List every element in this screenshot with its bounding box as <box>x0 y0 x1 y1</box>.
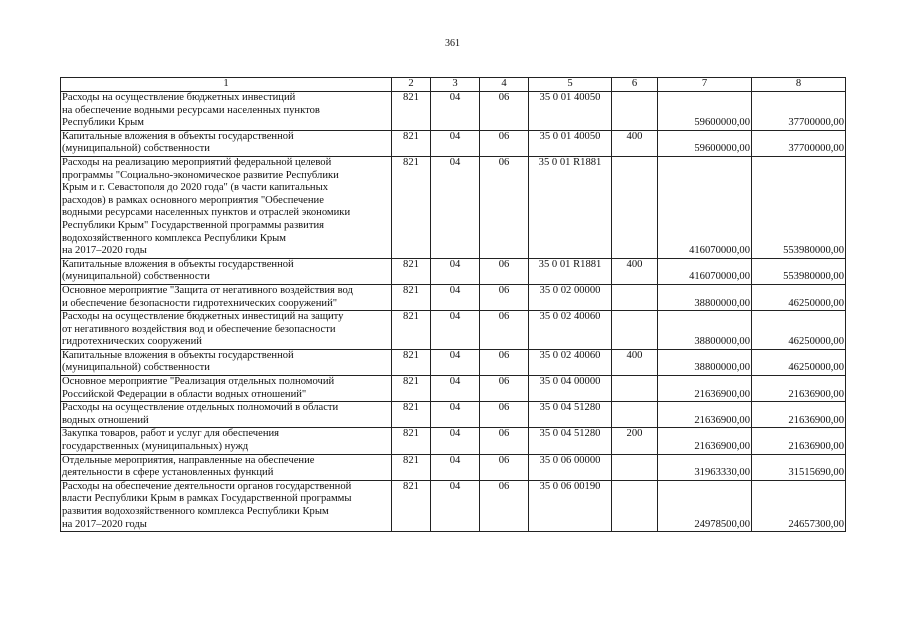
target-code-cell: 35 0 01 R1881 <box>529 156 612 258</box>
amount-cell-8: 31515690,00 <box>752 454 846 480</box>
admin-code-cell: 821 <box>392 284 431 310</box>
section-code-cell: 04 <box>431 376 480 402</box>
expense-name-line: Основное мероприятие "Защита от негативного воздействия вод <box>62 284 353 296</box>
expense-name-cell <box>61 284 392 310</box>
subsection-code-cell: 06 <box>480 428 529 454</box>
amount-cell-7: 38800000,00 <box>658 284 752 310</box>
amount-cell-7: 38800000,00 <box>658 311 752 350</box>
table-row <box>61 349 846 375</box>
expense-name-line: (муниципальной) собственности <box>62 143 210 155</box>
budget-table <box>60 77 846 532</box>
table-row <box>61 258 846 284</box>
expense-name-line: и обеспечение безопасности гидротехнических сооружений" <box>62 297 338 309</box>
expense-name-line: Крым и г. Севастополя до 2020 года" (в части капитальных <box>62 182 328 194</box>
admin-code-cell: 821 <box>392 92 431 131</box>
expense-name-line: власти Республики Крым в рамках Государственной программы <box>62 493 352 505</box>
amount-cell-8: 21636900,00 <box>752 376 846 402</box>
amount-cell-8: 37700000,00 <box>752 130 846 156</box>
table-row <box>61 402 846 428</box>
header-cell: 8 <box>752 78 846 92</box>
expense-name-line: Республики Крым <box>62 117 144 129</box>
target-code-cell: 35 0 01 40050 <box>529 92 612 131</box>
expense-name-cell <box>61 454 392 480</box>
expense-name-line: Российской Федерации в области водных отношений" <box>62 388 307 400</box>
expense-name-cell <box>61 130 392 156</box>
table-row <box>61 130 846 156</box>
subsection-code-cell: 06 <box>480 402 529 428</box>
admin-code-cell: 821 <box>392 311 431 350</box>
admin-code-cell: 821 <box>392 156 431 258</box>
table-row <box>61 376 846 402</box>
admin-code-cell: 821 <box>392 376 431 402</box>
amount-cell-8: 46250000,00 <box>752 284 846 310</box>
expense-name-line: программы "Социально-экономическое развитие Республики <box>62 169 339 181</box>
expense-type-cell <box>612 454 658 480</box>
subsection-code-cell: 06 <box>480 92 529 131</box>
expense-name-line: Основное мероприятие "Реализация отдельных полномочий <box>62 376 335 388</box>
expense-name-line: Расходы на осуществление бюджетных инвестиций <box>62 92 296 103</box>
header-cell: 6 <box>612 78 658 92</box>
amount-cell-8: 553980000,00 <box>752 156 846 258</box>
expense-name-cell <box>61 92 392 131</box>
expense-name-line: Расходы на реализацию мероприятий федеральной целевой <box>62 156 332 168</box>
amount-cell-8: 46250000,00 <box>752 311 846 350</box>
admin-code-cell: 821 <box>392 258 431 284</box>
section-code-cell: 04 <box>431 454 480 480</box>
expense-name-line: Отдельные мероприятия, направленные на обеспечение <box>62 454 315 466</box>
amount-cell-7: 59600000,00 <box>658 92 752 131</box>
section-code-cell: 04 <box>431 156 480 258</box>
expense-type-cell <box>612 376 658 402</box>
expense-name-line: государственных (муниципальных) нужд <box>62 441 249 453</box>
expense-name-cell <box>61 258 392 284</box>
expense-name-cell <box>61 376 392 402</box>
table-row <box>61 311 846 350</box>
table-row <box>61 92 846 131</box>
expense-name-line: на 2017–2020 годы <box>62 518 147 530</box>
expense-name-line: Расходы на обеспечение деятельности органов государственной <box>62 480 352 492</box>
amount-cell-7: 21636900,00 <box>658 402 752 428</box>
amount-cell-7: 38800000,00 <box>658 349 752 375</box>
header-cell: 2 <box>392 78 431 92</box>
expense-name-cell <box>61 428 392 454</box>
expense-name-line: деятельности в сфере установленных функций <box>62 467 274 479</box>
section-code-cell: 04 <box>431 480 480 531</box>
admin-code-cell: 821 <box>392 480 431 531</box>
admin-code-cell: 821 <box>392 402 431 428</box>
expense-type-cell <box>612 92 658 131</box>
expense-name-line: Республики Крым" Государственной программы развития <box>62 219 325 231</box>
expense-name-line: Капитальные вложения в объекты государственной <box>62 130 294 142</box>
expense-type-cell: 400 <box>612 258 658 284</box>
table-row <box>61 454 846 480</box>
amount-cell-8: 21636900,00 <box>752 428 846 454</box>
page-number: 361 <box>445 38 460 49</box>
subsection-code-cell: 06 <box>480 349 529 375</box>
section-code-cell: 04 <box>431 402 480 428</box>
subsection-code-cell: 06 <box>480 311 529 350</box>
expense-name-line: Расходы на осуществление бюджетных инвестиций на защиту <box>62 311 344 323</box>
subsection-code-cell: 06 <box>480 130 529 156</box>
admin-code-cell: 821 <box>392 349 431 375</box>
table-row <box>61 156 846 258</box>
target-code-cell: 35 0 02 00000 <box>529 284 612 310</box>
expense-name-line: на обеспечение водными ресурсами населенных пунктов <box>62 104 320 116</box>
section-code-cell: 04 <box>431 349 480 375</box>
section-code-cell: 04 <box>431 258 480 284</box>
admin-code-cell: 821 <box>392 454 431 480</box>
subsection-code-cell: 06 <box>480 480 529 531</box>
subsection-code-cell: 06 <box>480 258 529 284</box>
target-code-cell: 35 0 02 40060 <box>529 349 612 375</box>
subsection-code-cell: 06 <box>480 284 529 310</box>
expense-type-cell <box>612 402 658 428</box>
expense-type-cell <box>612 480 658 531</box>
expense-name-line: развития водохозяйственного комплекса Республики Крым <box>62 506 329 517</box>
target-code-cell: 35 0 01 R1881 <box>529 258 612 284</box>
expense-name-line: на 2017–2020 годы <box>62 245 147 257</box>
expense-name-line: (муниципальной) собственности <box>62 362 210 374</box>
section-code-cell: 04 <box>431 311 480 350</box>
target-code-cell: 35 0 01 40050 <box>529 130 612 156</box>
expense-name-cell <box>61 480 392 531</box>
expense-name-line: водными ресурсами населенных пунктов и отраслей экономики <box>62 207 351 219</box>
amount-cell-7: 59600000,00 <box>658 130 752 156</box>
target-code-cell: 35 0 02 40060 <box>529 311 612 350</box>
amount-cell-7: 24978500,00 <box>658 480 752 531</box>
amount-cell-8: 37700000,00 <box>752 92 846 131</box>
target-code-cell: 35 0 06 00000 <box>529 454 612 480</box>
amount-cell-8: 24657300,00 <box>752 480 846 531</box>
table-row <box>61 480 846 531</box>
admin-code-cell: 821 <box>392 428 431 454</box>
expense-type-cell <box>612 284 658 310</box>
expense-name-line: водохозяйственного комплекса Республики Крым <box>62 232 287 244</box>
section-code-cell: 04 <box>431 284 480 310</box>
section-code-cell: 04 <box>431 428 480 454</box>
expense-type-cell: 400 <box>612 130 658 156</box>
expense-name-line: гидротехнических сооружений <box>62 336 202 348</box>
amount-cell-8: 46250000,00 <box>752 349 846 375</box>
expense-type-cell <box>612 311 658 350</box>
expense-name-line: Расходы на осуществление отдельных полномочий в области <box>62 402 339 414</box>
section-code-cell: 04 <box>431 130 480 156</box>
expense-name-cell <box>61 156 392 258</box>
target-code-cell: 35 0 04 51280 <box>529 402 612 428</box>
header-cell: 1 <box>61 78 392 92</box>
expense-name-line: Закупка товаров, работ и услуг для обеспечения <box>62 428 280 440</box>
header-cell: 4 <box>480 78 529 92</box>
subsection-code-cell: 06 <box>480 156 529 258</box>
admin-code-cell: 821 <box>392 130 431 156</box>
header-cell: 7 <box>658 78 752 92</box>
subsection-code-cell: 06 <box>480 454 529 480</box>
expense-type-cell: 400 <box>612 349 658 375</box>
amount-cell-7: 21636900,00 <box>658 376 752 402</box>
amount-cell-7: 31963330,00 <box>658 454 752 480</box>
expense-name-line: расходов) в рамках основного мероприятия "Обеспечение <box>62 194 324 206</box>
table-row <box>61 428 846 454</box>
target-code-cell: 35 0 04 00000 <box>529 376 612 402</box>
amount-cell-7: 21636900,00 <box>658 428 752 454</box>
expense-name-cell <box>61 349 392 375</box>
table-row <box>61 284 846 310</box>
section-code-cell: 04 <box>431 92 480 131</box>
expense-type-cell: 200 <box>612 428 658 454</box>
expense-name-line: Капитальные вложения в объекты государственной <box>62 258 294 270</box>
expense-name-line: Капитальные вложения в объекты государственной <box>62 349 294 361</box>
expense-name-line: (муниципальной) собственности <box>62 271 210 283</box>
target-code-cell: 35 0 06 00190 <box>529 480 612 531</box>
subsection-code-cell: 06 <box>480 376 529 402</box>
header-cell: 3 <box>431 78 480 92</box>
expense-name-cell <box>61 311 392 350</box>
header-row <box>61 78 846 92</box>
header-cell: 5 <box>529 78 612 92</box>
amount-cell-8: 21636900,00 <box>752 402 846 428</box>
target-code-cell: 35 0 04 51280 <box>529 428 612 454</box>
amount-cell-7: 416070000,00 <box>658 156 752 258</box>
expense-name-line: водных отношений <box>62 414 149 426</box>
amount-cell-8: 553980000,00 <box>752 258 846 284</box>
expense-name-cell <box>61 402 392 428</box>
expense-name-line: от негативного воздействия вод и обеспечение безопасности <box>62 323 336 335</box>
expense-type-cell <box>612 156 658 258</box>
amount-cell-7: 416070000,00 <box>658 258 752 284</box>
